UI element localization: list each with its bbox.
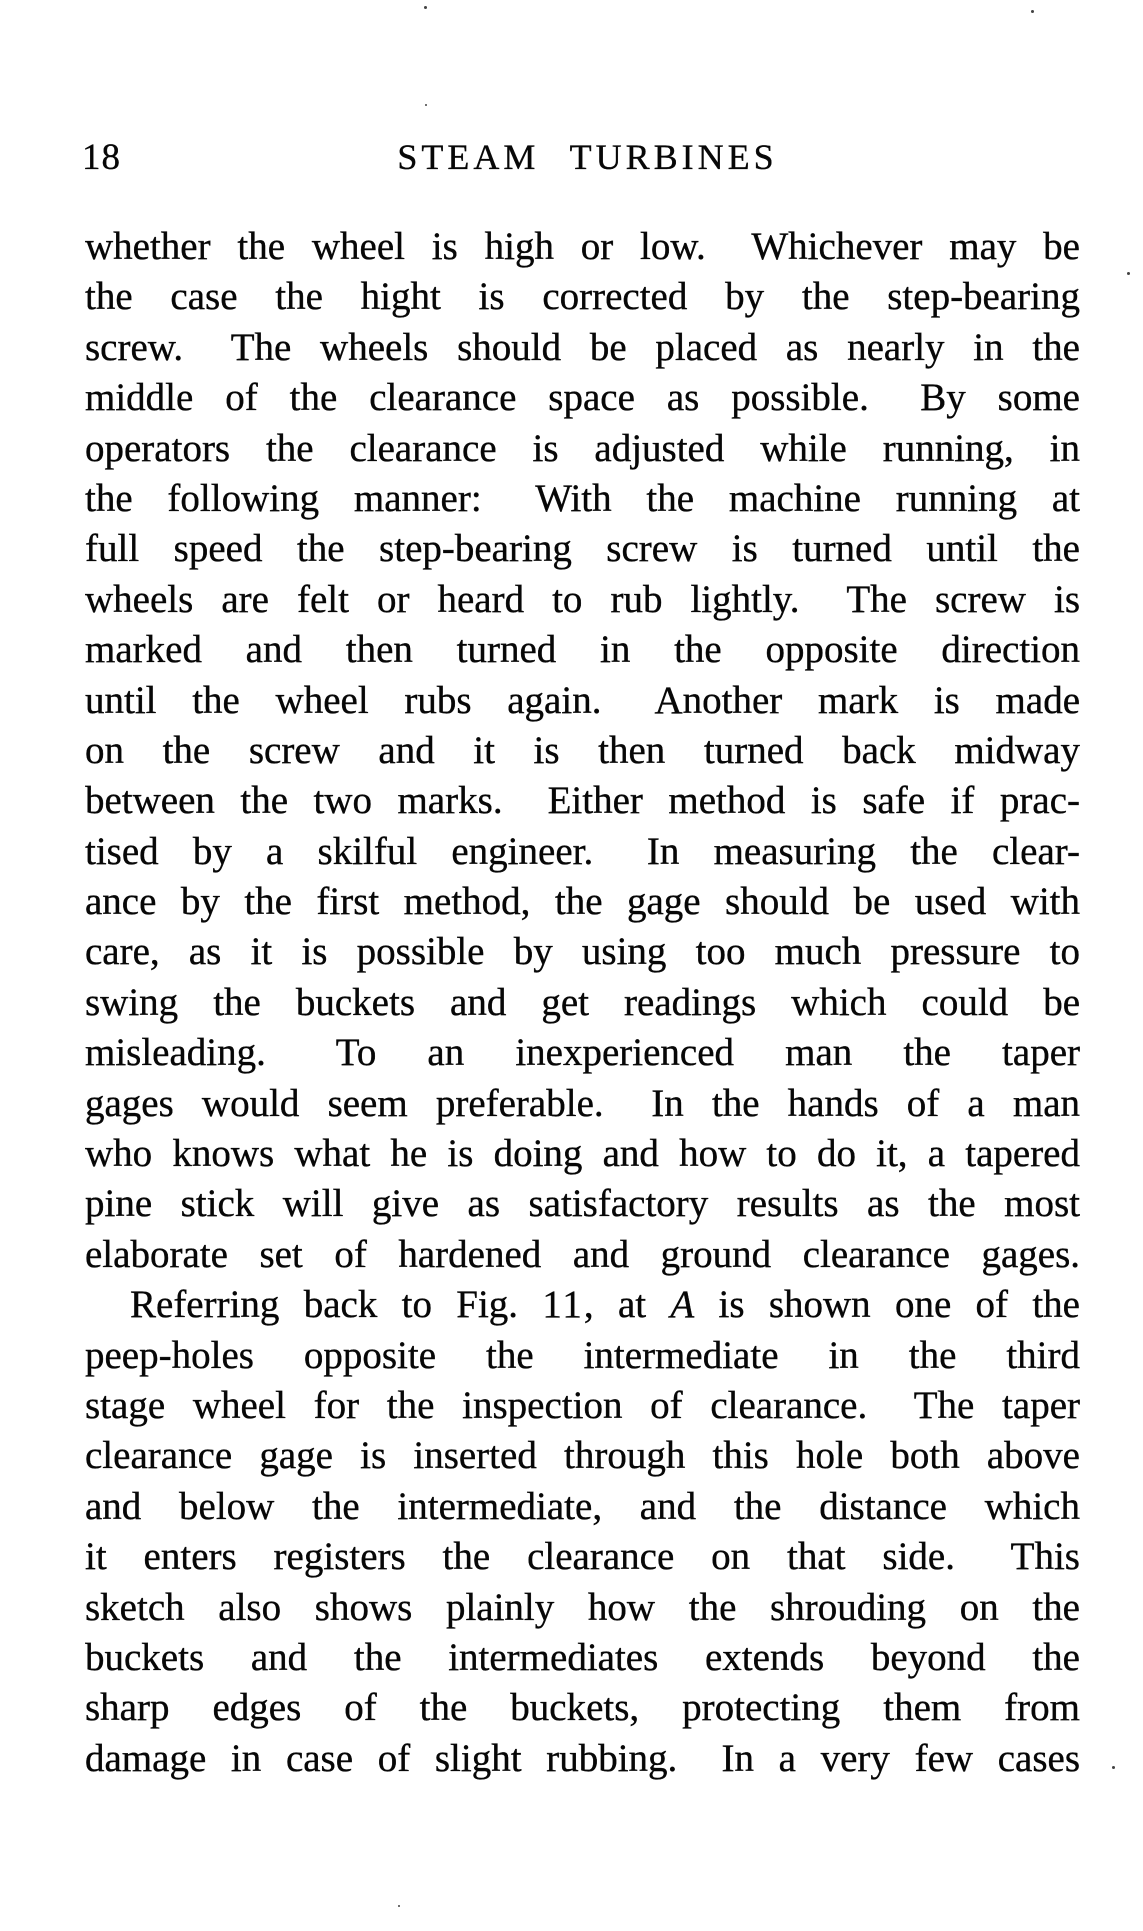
text-line [85,1381,1080,1431]
text-line [85,474,1080,524]
scan-speckle [1127,272,1130,275]
text-segment: between the two marks. Either method is safe if prac- [85,779,1080,823]
text-segment: middle of the clearance space as possible. By some [85,376,1080,420]
text-segment: swing the buckets and get readings which could be [85,980,1080,1024]
text-segment: , at [583,1283,671,1327]
page-number: 18 [82,137,121,178]
text-segment: damage in case of slight rubbing. In a very few cases [85,1736,1080,1780]
text-segment: clearance gage is inserted through this hole both above [85,1434,1080,1478]
text-line [85,1028,1080,1078]
text-line [85,877,1080,927]
text-line [85,323,1080,373]
text-line [85,1683,1080,1733]
text-segment: the case the hight is corrected by the step-bearing [85,275,1080,319]
text-segment: full speed the step-bearing screw is turned until the [85,527,1080,571]
text-line [85,1583,1080,1633]
scan-speckle [425,104,427,106]
text-segment: it enters registers the clearance on that side. This [85,1535,1080,1579]
text-segment: stage wheel for the inspection of clearance. The taper [85,1383,1080,1427]
text-line [85,424,1080,474]
text-line [85,1532,1080,1582]
text-segment: A [670,1283,695,1327]
text-segment: and below the intermediate, and the distance which [85,1484,1080,1528]
text-line [85,776,1080,826]
scan-speckle [398,1905,400,1907]
text-line [85,1129,1080,1179]
text-line [85,524,1080,574]
text-line [85,373,1080,423]
text-segment: marked and then turned in the opposite direction [85,628,1080,672]
text-line [85,1734,1080,1784]
text-segment: elaborate set of hardened and ground clearance gages. [85,1232,1080,1276]
text-segment: who knows what he is doing and how to do it, a tapered [85,1132,1080,1176]
text-line [85,1079,1080,1129]
text-segment: sharp edges of the buckets, protecting them from [85,1686,1080,1730]
text-line [85,1633,1080,1683]
text-segment: gages would seem preferable. In the hands of a man [85,1081,1080,1125]
scan-speckle [1112,1766,1115,1769]
running-title: STEAM TURBINES [397,137,778,177]
text-segment: 11 [542,1283,584,1327]
text-segment: misleading. To an inexperienced man the taper [85,1031,1080,1075]
text-line [85,625,1080,675]
text-line [85,575,1080,625]
body-text [85,222,1080,1784]
text-line [85,1331,1080,1381]
text-line [85,676,1080,726]
text-segment: pine stick will give as satisfactory results as the most [85,1182,1080,1226]
text-segment: screw. The wheels should be placed as nearly in the [85,325,1080,369]
text-line [85,1179,1080,1229]
text-segment: tised by a skilful engineer. In measuring the clear- [85,829,1080,873]
text-segment: operators the clearance is adjusted while running, in [85,426,1080,470]
text-line [85,1230,1080,1280]
text-segment: sketch also shows plainly how the shrouding on the [85,1585,1080,1629]
text-line [85,1431,1080,1481]
scan-speckle [1031,10,1034,13]
text-segment: is shown one of the [694,1283,1080,1327]
text-line [85,978,1080,1028]
text-line [85,272,1080,322]
text-segment: wheels are felt or heard to rub lightly. The screw is [85,577,1080,621]
text-segment: ance by the first method, the gage should be used with [85,880,1080,924]
text-segment: on the screw and it is then turned back midway [85,728,1080,772]
text-segment: Referring back to Fig. [130,1283,543,1327]
text-segment: the following manner: With the machine running at [85,476,1080,520]
scan-speckle [424,6,427,9]
page-header [0,0,1143,200]
text-line [85,1482,1080,1532]
text-segment: peep-holes opposite the intermediate in the third [85,1333,1080,1377]
text-line [85,222,1080,272]
text-line [85,1280,1080,1330]
text-line [85,827,1080,877]
text-segment: care, as it is possible by using too much pressure to [85,930,1080,974]
text-segment: buckets and the intermediates extends beyond the [85,1635,1080,1679]
text-line [85,726,1080,776]
text-line [85,927,1080,977]
text-segment: whether the wheel is high or low. Whichever may be [85,225,1080,268]
text-segment: until the wheel rubs again. Another mark is made [85,678,1080,722]
